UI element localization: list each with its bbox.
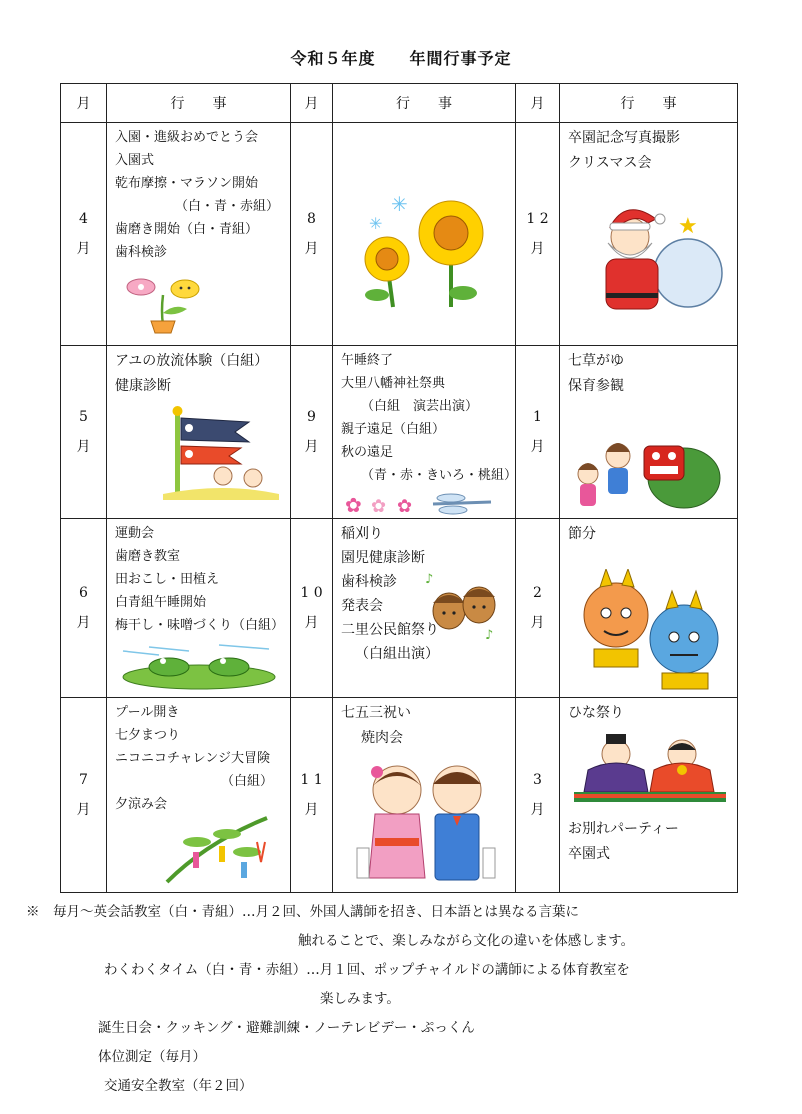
month-march: 3 月 xyxy=(516,698,560,893)
events-may xyxy=(107,346,291,519)
month-january: 1 月 xyxy=(516,346,560,519)
event-text: 保育参観 xyxy=(568,378,624,394)
flower-pot-icon xyxy=(115,273,211,335)
tanabata-bamboo-icon xyxy=(157,812,277,886)
oni-demon-icon xyxy=(570,569,732,693)
events-february xyxy=(560,519,738,698)
events-september xyxy=(333,346,516,519)
title-fiscal-year: 令和５年度 xyxy=(290,49,376,68)
month-november: 1 1 月 xyxy=(291,698,333,893)
event-text: （白組） xyxy=(221,774,274,789)
event-text: 白青組午睡開始 xyxy=(115,595,207,610)
event-text: 歯科検診 xyxy=(115,245,168,260)
santa-icon xyxy=(580,197,726,321)
month-may: 5 月 xyxy=(61,346,107,519)
event-text: 節分 xyxy=(568,526,596,542)
event-text: 親子遠足（白組） xyxy=(341,422,446,437)
month-june: 6 月 xyxy=(61,519,107,698)
events-november xyxy=(333,698,516,893)
month-december: 1 2 月 xyxy=(516,123,560,346)
header-events: 行 事 xyxy=(560,84,738,123)
note-line: ※ 毎月～英会話教室（白・青組）…月２回、外国人講師を招き、日本語とは異なる言葉に xyxy=(26,904,579,920)
month-august: 8 月 xyxy=(291,123,333,346)
month-september: 9 月 xyxy=(291,346,333,519)
svg-text:✿: ✿ xyxy=(371,496,387,516)
table-row xyxy=(61,346,738,519)
header-month: 月 xyxy=(516,84,560,123)
events-june xyxy=(107,519,291,698)
event-text: 秋の遠足 xyxy=(341,445,394,460)
svg-text:♪: ♪ xyxy=(425,572,434,587)
event-text: ニコニコチャレンジ大冒険 xyxy=(115,751,270,766)
month-april: 4 月 xyxy=(61,123,107,346)
event-text: 稲刈り xyxy=(341,526,383,542)
event-text: 入園・進級おめでとう会 xyxy=(115,130,259,145)
event-text: クリスマス会 xyxy=(568,155,652,171)
svg-text:★: ★ xyxy=(678,214,698,239)
event-text: 運動会 xyxy=(115,526,155,541)
note-line: 触れることで、楽しみながら文化の違いを体感します。 xyxy=(298,933,635,949)
shishimai-icon xyxy=(572,422,728,516)
header-events: 行 事 xyxy=(107,84,291,123)
event-text: （青・赤・きいろ・桃組） xyxy=(361,468,518,483)
table-row xyxy=(61,123,738,346)
event-text: 卒園記念写真撮影 xyxy=(568,130,680,146)
event-text: アユの放流体験（白組） xyxy=(115,353,269,369)
event-text: 歯科検診 xyxy=(341,574,397,590)
event-text: 乾布摩擦・マラソン開始 xyxy=(115,176,259,191)
svg-text:✳: ✳ xyxy=(391,192,408,216)
events-december xyxy=(560,123,738,346)
frog-lilypad-icon xyxy=(119,641,279,691)
svg-text:♪: ♪ xyxy=(485,628,494,639)
cosmos-dragonfly-icon xyxy=(341,492,507,516)
event-text: 七夕まつり xyxy=(115,728,181,743)
event-text: 歯磨き開始（白・青組） xyxy=(115,222,259,237)
events-october xyxy=(333,519,516,698)
table-row xyxy=(61,519,738,698)
svg-text:✳: ✳ xyxy=(369,214,383,233)
svg-text:✿: ✿ xyxy=(397,496,413,516)
event-text: 卒園式 xyxy=(568,846,610,862)
event-text: （白・青・赤組） xyxy=(175,199,280,214)
month-february: 2 月 xyxy=(516,519,560,698)
title-schedule: 年間行事予定 xyxy=(409,49,512,68)
month-july: 7 月 xyxy=(61,698,107,893)
header-month: 月 xyxy=(61,84,107,123)
event-text: プール開き xyxy=(115,705,180,720)
event-text: 健康診断 xyxy=(115,378,171,394)
event-text: 七草がゆ xyxy=(568,353,624,369)
notes-section xyxy=(26,898,786,1101)
events-april xyxy=(107,123,291,346)
event-text: 入園式 xyxy=(115,153,155,168)
event-text: （白組出演） xyxy=(355,646,439,662)
schedule-table xyxy=(60,83,738,893)
events-july xyxy=(107,698,291,893)
hina-dolls-icon xyxy=(574,734,726,806)
note-line: 体位測定（毎月） xyxy=(98,1049,206,1065)
events-august xyxy=(333,123,516,346)
events-march xyxy=(560,698,738,893)
svg-text:✿: ✿ xyxy=(345,493,362,516)
note-line: 交通安全教室（年２回） xyxy=(104,1078,253,1094)
event-text: お別れパーティー xyxy=(568,821,679,837)
note-line: わくわくタイム（白・青・赤組）…月１回、ポップチャイルドの講師による体育教室を xyxy=(104,962,630,978)
header-month: 月 xyxy=(291,84,333,123)
table-row xyxy=(61,698,738,893)
event-text: 焼肉会 xyxy=(361,730,403,746)
event-text: 大里八幡神社祭典 xyxy=(341,376,446,391)
event-text: 発表会 xyxy=(341,598,383,614)
event-text: （白組 演芸出演） xyxy=(361,399,479,414)
event-text: 梅干し・味噌づくり（白組） xyxy=(115,618,285,633)
month-october: 1 0 月 xyxy=(291,519,333,698)
note-line: 楽しみます。 xyxy=(320,991,400,1007)
sunflower-icon xyxy=(351,189,501,309)
event-text: 歯磨き教室 xyxy=(115,549,181,564)
event-text: 園児健康診断 xyxy=(341,550,425,566)
shichigosan-children-icon xyxy=(353,754,503,886)
acorn-icon xyxy=(421,569,507,639)
koinobori-icon xyxy=(163,406,279,500)
page-title xyxy=(0,46,802,69)
event-text: 二里公民館祭り xyxy=(341,622,439,638)
header-events: 行 事 xyxy=(333,84,516,123)
event-text: 午睡終了 xyxy=(341,353,394,368)
event-text: ひな祭り xyxy=(568,705,624,721)
events-january xyxy=(560,346,738,519)
event-text: 田おこし・田植え xyxy=(115,572,220,587)
header-row xyxy=(61,84,738,123)
event-text: 夕涼み会 xyxy=(115,797,168,812)
note-line: 誕生日会・クッキング・避難訓練・ノーテレビデー・ぷっくん xyxy=(98,1020,475,1036)
event-text: 七五三祝い xyxy=(341,705,411,721)
